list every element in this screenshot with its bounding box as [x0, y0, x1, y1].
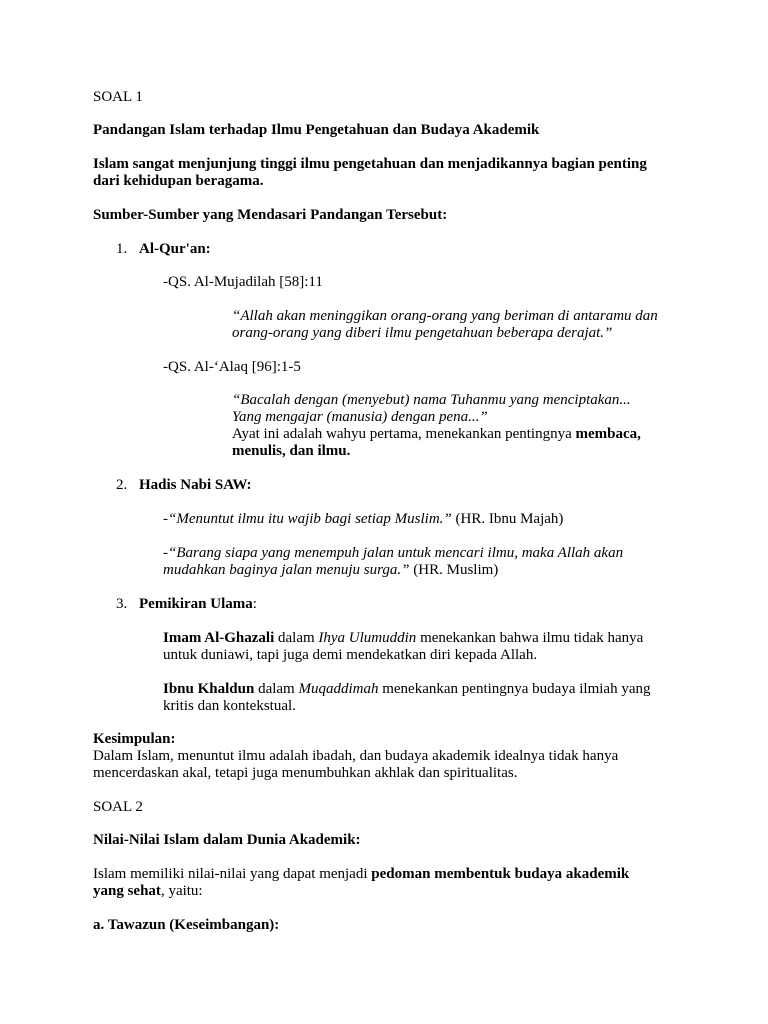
- khaldun-mid: dalam: [254, 681, 299, 697]
- ghazali-name: Imam Al-Ghazali: [163, 630, 275, 646]
- sources-heading: Sumber-Sumber yang Mendasari Pandangan Tersebut:: [93, 207, 448, 223]
- hadis-1: [163, 511, 563, 528]
- conclusion-line1: Dalam Islam, menuntut ilmu adalah ibadah, dan budaya akademik idealnya tidak hanya: [93, 748, 619, 764]
- ghazali-line1: [163, 630, 643, 647]
- soal2-title: Nilai-Nilai Islam dalam Dunia Akademik:: [93, 832, 361, 848]
- khaldun-rest: menekankan pentingnya budaya ilmiah yang: [378, 681, 651, 697]
- hadis-1-quote: “Menuntut ilmu itu wajib bagi setiap Muslim.”: [168, 511, 452, 527]
- hadis-2-quote-line1: “Barang siapa yang menempuh jalan untuk mencari ilmu, maka Allah akan: [168, 545, 624, 561]
- hadis-2-line1: [163, 545, 623, 562]
- soal2-intro-suffix: , yaitu:: [160, 883, 203, 899]
- ghazali-line2: untuk duniawi, tapi juga demi mendekatkan diri kepada Allah.: [163, 647, 538, 663]
- soal2-intro-line2: [93, 883, 203, 900]
- hadis-2-source: (HR. Muslim): [409, 562, 499, 578]
- hadis-2-dash: -: [163, 545, 168, 561]
- khaldun-name: Ibnu Khaldun: [163, 681, 255, 697]
- soal1-intro-line1: Islam sangat menjunjung tinggi ilmu pengetahuan dan menjadikannya bagian penting: [93, 156, 647, 172]
- soal2-heading: SOAL 2: [93, 799, 143, 815]
- hadis-2-line2: [163, 562, 498, 579]
- list-number-2: 2.: [116, 477, 128, 493]
- soal2-intro-emphasis1: pedoman membentuk budaya akademik: [371, 866, 630, 882]
- list-number-1: 1.: [116, 241, 128, 257]
- list-label-ulama-colon: :: [252, 596, 257, 612]
- list-label-ulama-wrap: [139, 596, 257, 613]
- soal1-heading: SOAL 1: [93, 89, 143, 105]
- list-number-3: 3.: [116, 596, 128, 612]
- quran-quote2-line2: Yang mengajar (manusia) dengan pena...”: [232, 409, 488, 425]
- ghazali-rest: menekankan bahwa ilmu tidak hanya: [416, 630, 644, 646]
- soal1-intro-line2: dari kehidupan beragama.: [93, 173, 264, 189]
- quran-quote2-line1: “Bacalah dengan (menyebut) nama Tuhanmu yang menciptakan...: [232, 392, 631, 408]
- list-label-ulama: Pemikiran Ulama: [139, 596, 253, 612]
- khaldun-book: Muqaddimah: [298, 681, 379, 697]
- khaldun-line1: [163, 681, 650, 698]
- quran-quote1-line1: “Allah akan meninggikan orang-orang yang beriman di antaramu dan: [232, 308, 658, 324]
- quran-quote1-line2: orang-orang yang diberi ilmu pengetahuan beberapa derajat.”: [232, 325, 613, 341]
- hadis-1-source: (HR. Ibnu Majah): [451, 511, 564, 527]
- conclusion-heading: Kesimpulan:: [93, 731, 176, 747]
- soal2-intro-line1: [93, 866, 629, 883]
- hadis-1-dash: -: [163, 511, 168, 527]
- soal2-intro-text: Islam memiliki nilai-nilai yang dapat menjadi: [93, 866, 372, 882]
- ghazali-book: Ihya Ulumuddin: [318, 630, 417, 646]
- list-label-hadis: Hadis Nabi SAW:: [139, 477, 252, 493]
- conclusion-line2: mencerdaskan akal, tetapi juga menumbuhkan akhlak dan spiritualitas.: [93, 765, 518, 781]
- soal1-title: Pandangan Islam terhadap Ilmu Pengetahuan dan Budaya Akademik: [93, 122, 540, 138]
- hadis-2-quote-line2: mudahkan baginya jalan menuju surga.”: [163, 562, 410, 578]
- soal2-intro-emphasis2: yang sehat: [93, 883, 161, 899]
- quran-note-emphasis: membaca,: [575, 426, 641, 442]
- quran-ref-alaq: -QS. Al-‘Alaq [96]:1-5: [163, 359, 301, 375]
- khaldun-line2: kritis dan kontekstual.: [163, 698, 296, 714]
- list-label-quran: Al-Qur'an:: [139, 241, 211, 257]
- quran-note-text: Ayat ini adalah wahyu pertama, menekankan pentingnya: [232, 426, 576, 442]
- quran-ref-mujadilah: -QS. Al-Mujadilah [58]:11: [163, 274, 323, 290]
- soal2-item-a: a. Tawazun (Keseimbangan):: [93, 917, 280, 933]
- quran-note-line2: menulis, dan ilmu.: [232, 443, 351, 459]
- quran-note-line1: [232, 426, 641, 443]
- ghazali-mid: dalam: [274, 630, 319, 646]
